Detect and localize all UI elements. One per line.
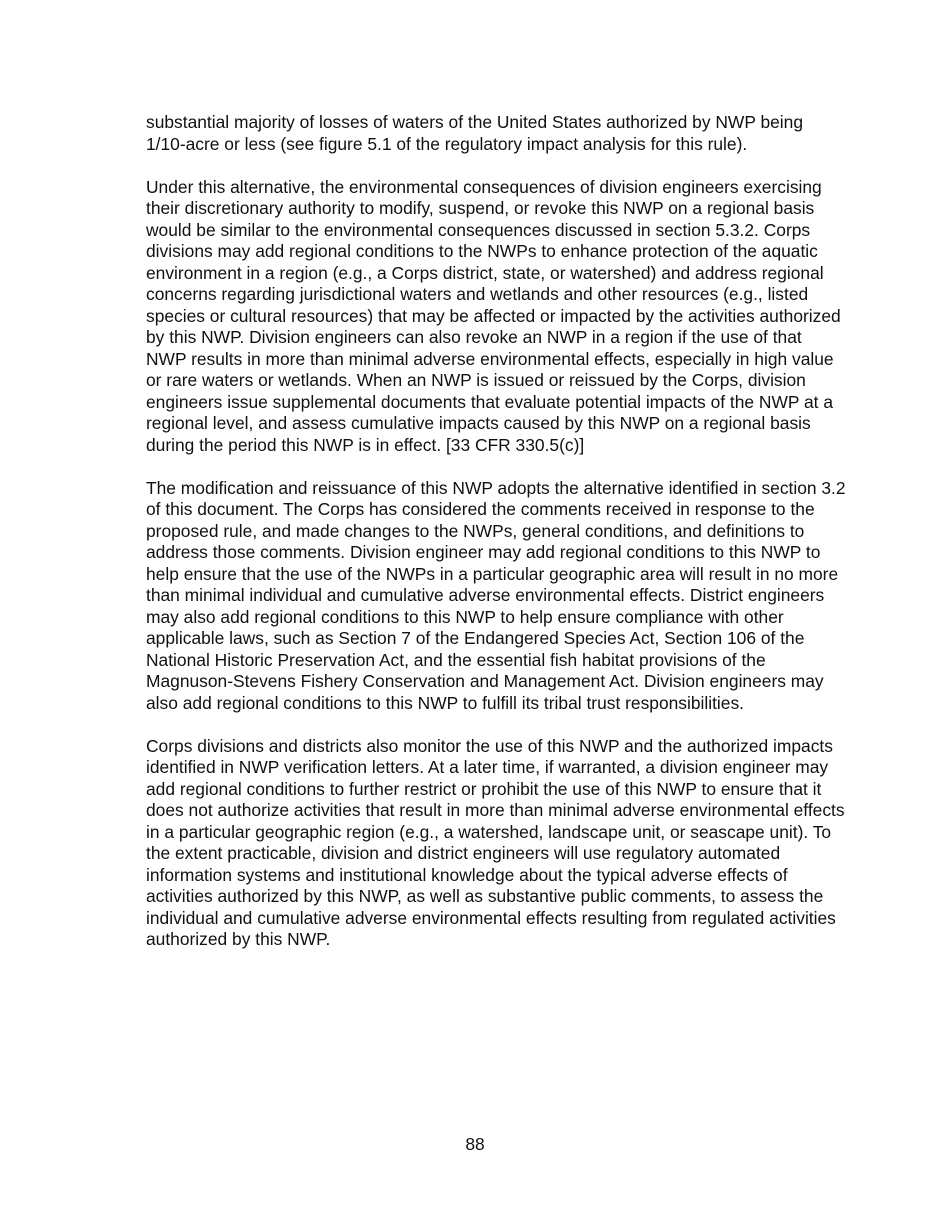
page-number: 88 (465, 1134, 485, 1154)
body-text (146, 112, 846, 972)
paragraph-2: Under this alternative, the environmental consequences of division engineers exercising their discretionary authority to modify, suspend, or revoke this NWP on a regional basis would be similar to the environmental consequences discussed in section 5.3.2. Corps divisions may add regional conditions to the NWPs to enhance protection of the aquatic environment in a region (e.g., a Corps district, state, or watershed) and address regional concerns regarding jurisdictional waters and wetlands and other resources (e.g., listed species or cultural resources) that may be affected or impacted by the activities authorized by this NWP. Division engineers can also revoke an NWP in a region if the use of that NWP results in more than minimal adverse environmental effects, especially in high value or rare waters or wetlands. When an NWP is issued or reissued by the Corps, division engineers issue supplemental documents that evaluate potential impacts of the NWP at a regional level, and assess cumulative impacts caused by this NWP on a regional basis during the period this NWP is in effect. [33 CFR 330.5(c)] (146, 176, 841, 455)
paragraph-1: substantial majority of losses of waters of the United States authorized by NWP being 1/10-acre or less (see figure 5.1 of the regulatory impact analysis for this rule). (146, 112, 803, 154)
paragraph-4: Corps divisions and districts also monitor the use of this NWP and the authorized impacts identified in NWP verification letters. At a later time, if warranted, a division engineer may add regional conditions to further restrict or prohibit the use of this NWP to ensure that it does not authorize activities that result in more than minimal adverse environmental effects in a particular geographic region (e.g., a watershed, landscape unit, or seascape unit). To the extent practicable, division and district engineers will use regulatory automated information systems and institutional knowledge about the typical adverse effects of activities authorized by this NWP, as well as substantive public comments, to assess the individual and cumulative adverse environmental effects resulting from regulated activities authorized by this NWP. (146, 735, 845, 949)
paragraph-3: The modification and reissuance of this NWP adopts the alternative identified in section 3.2 of this document. The Corps has considered the comments received in response to the proposed rule, and made changes to the NWPs, general conditions, and definitions to address those comments. Division engineer may add regional conditions to this NWP to help ensure that the use of the NWPs in a particular geographic area will result in no more than minimal individual and cumulative adverse environmental effects. District engineers may also add regional conditions to this NWP to help ensure compliance with other applicable laws, such as Section 7 of the Endangered Species Act, Section 106 of the National Historic Preservation Act, and the essential fish habitat provisions of the Magnuson-Stevens Fishery Conservation and Management Act. Division engineers may also add regional conditions to this NWP to fulfill its tribal trust responsibilities. (146, 477, 846, 713)
